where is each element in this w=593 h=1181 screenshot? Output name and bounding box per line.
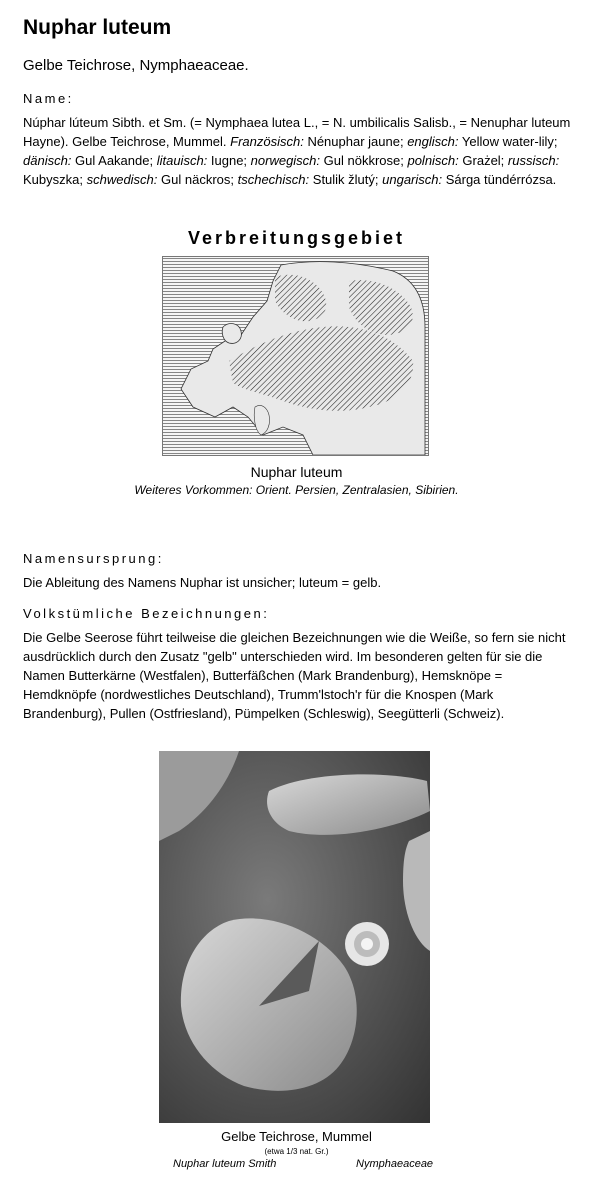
name-heading: Name: [23,91,74,106]
language-label: Französisch: [230,134,304,149]
name-text: Stulik žlutý; [309,172,383,187]
name-text: Sárga tündérrózsa. [442,172,557,187]
distribution-map [162,256,429,456]
name-text: Iugne; [207,153,251,168]
language-label: ungarisch: [382,172,443,187]
folk-paragraph: Die Gelbe Seerose führt teilweise die gleichen Bezeichnungen wie die Weiße, so fern sie nicht ausdrücklich durch den Zusatz "gelb" unterschieden wird. Im besonderen gelten für sie die Namen Butterkärne (Westfalen), Butterfäßchen (Mark Brandenburg), Hemsknöpe = Hemdknöpfe (nordwestliches Deutschland), Trumm'lstoch'r für die Knospen (Mark Brandenburg), Pullen (Ostfriesland), Pümpelken (Schleswig), Seegütterli (Schweiz). [23,630,566,721]
water-lily-photo [159,751,430,1123]
photo-latin-name: Nuphar luteum Smith [173,1158,277,1170]
name-text: Nénuphar jaune; [303,134,408,149]
name-text: Gul Aakande; [71,153,157,168]
photo-scale-note: (etwa 1/3 nat. Gr.) [264,1147,329,1156]
name-text: Kubyszka; [23,172,87,187]
language-label: englisch: [407,134,459,149]
name-text: Núphar lúteum Sibth. et Sm. (= Nymphaea lutea L., = N. umbilicalis Salisb., = Nenuphar luteum Hayne). Gelbe Teichrose, Mummel. [23,115,571,149]
origin-heading: Namensursprung: [23,551,164,566]
page-subtitle: Gelbe Teichrose, Nymphaeaceae. [23,57,249,74]
language-label: norwegisch: [250,153,321,168]
name-paragraph [23,113,571,189]
water-lily-image [159,751,430,1123]
origin-paragraph: Die Ableitung des Namens Nuphar ist unsicher; luteum = gelb. [23,575,382,590]
photo-family-name: Nymphaeaceae [356,1158,434,1170]
name-text: Grażel; [458,153,508,168]
language-label: russisch: [507,153,560,168]
folk-heading: Volkstümliche Bezeichnungen: [23,606,270,621]
name-text: Gul nökkrose; [320,153,408,168]
page-title: Nuphar luteum [23,16,172,39]
distribution-note: Weiteres Vorkommen: Orient. Persien, Zentralasien, Sibirien. [134,483,459,497]
distribution-title: Verbreitungsgebiet [187,228,406,248]
name-text: Gul näckros; [157,172,238,187]
language-label: litauisch: [156,153,208,168]
language-label: tschechisch: [237,172,310,187]
name-text: Yellow water-lily; [458,134,558,149]
language-label: polnisch: [407,153,459,168]
distribution-caption: Nuphar luteum [250,464,343,480]
language-label: dänisch: [23,153,72,168]
photo-caption: Gelbe Teichrose, Mummel [221,1129,372,1144]
language-label: schwedisch: [86,172,158,187]
europe-map-image [163,257,428,455]
